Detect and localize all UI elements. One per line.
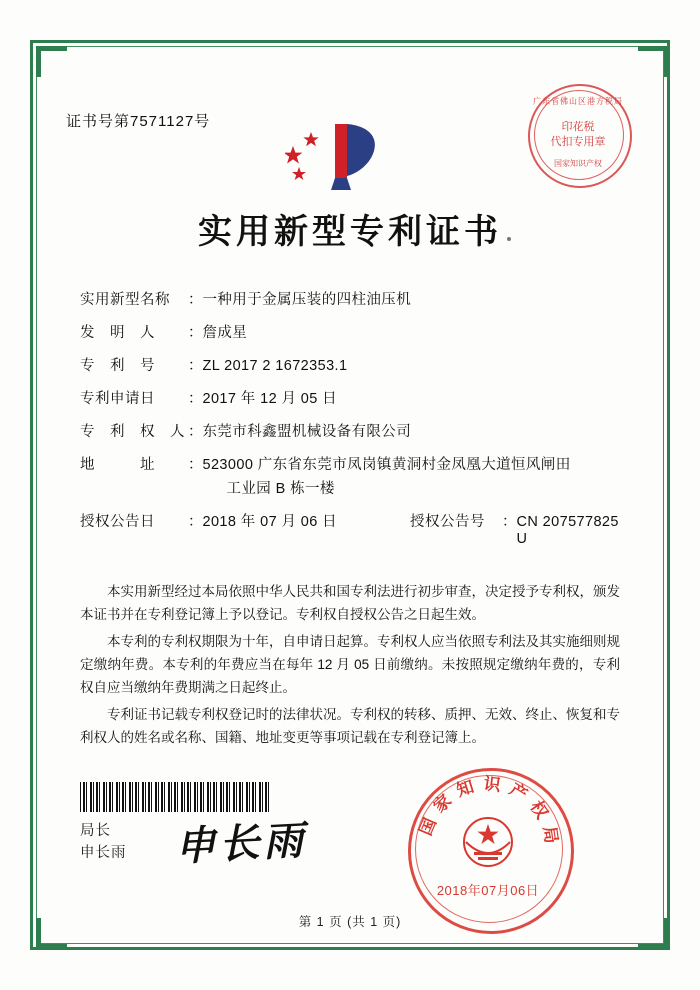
field-row-invention-name: [80, 292, 625, 309]
barcode: [80, 782, 270, 812]
field-label: 发 明 人: [80, 325, 155, 341]
field-row-grant: [80, 514, 625, 548]
field-row-patentee: [80, 424, 625, 441]
field-label: 实用新型名称: [80, 292, 170, 308]
national-emblem-icon: [456, 812, 520, 878]
field-colon: ：: [188, 358, 203, 374]
page-title: 实用新型专利证书: [198, 214, 502, 251]
field-value-inventor: 詹成星: [202, 325, 248, 341]
field-row-inventor: [80, 325, 625, 342]
address-line-1: 523000 广东省东莞市凤岗镇黄洞村金凤凰大道恒风闸田: [202, 457, 571, 473]
office-label: 局长: [80, 823, 111, 839]
field-label-address: 地 址: [80, 457, 155, 473]
handwritten-signature: 申长雨: [174, 817, 309, 870]
field-label: 专 利 权 人: [80, 424, 185, 440]
field-value-application-date: 2017 年 12 月 05 日: [202, 391, 338, 407]
grant-number-group: [410, 514, 625, 548]
address-line-2: 工业园 B 栋一楼: [226, 481, 335, 497]
field-label: 专 利 号: [80, 358, 155, 374]
field-colon: ：: [188, 457, 203, 473]
seal-mid-text: 印花税 代扣专用章: [550, 121, 606, 148]
legal-paragraph-2: 本专利的专利权期限为十年，自申请日起算。专利权人应当依照专利法及其实施细则规定缴纳年费。本专利的年费应当在每年 12 月 05 日前缴纳。未按照规定缴纳年费的，专利权自应当缴纳年费期满之日起终止。: [80, 634, 620, 695]
fields-block: [80, 292, 625, 564]
certificate-number: 证书号第7571127号: [66, 113, 211, 130]
field-value-grant-number: CN 207577825 U: [516, 514, 619, 547]
field-row-application-date: [80, 391, 625, 408]
field-value-patent-number: ZL 2017 2 1672353.1: [202, 358, 348, 374]
signature-block: [80, 820, 127, 864]
seal-bottom-text: 国家知识产权: [554, 159, 602, 168]
grant-date-group: [80, 514, 410, 548]
page-footer: 第 1 页 (共 1 页): [298, 915, 402, 929]
field-row-patent-number: [80, 358, 625, 375]
patent-logo-icon: [285, 118, 395, 198]
field-colon: ：: [188, 391, 203, 407]
corner-ornament-top-right: [638, 46, 669, 77]
legal-paragraph-3: 专利证书记载专利权登记时的法律状况。专利权的转移、质押、无效、终止、恢复和专利权人的姓名或名称、国籍、地址变更等事项记载在专利登记簿上。: [80, 707, 620, 745]
field-colon: ：: [188, 514, 203, 530]
field-value-patentee: 东莞市科鑫盟机械设备有限公司: [202, 424, 412, 440]
field-label-grant-number: 授权公告号: [410, 514, 485, 530]
director-name: 申长雨: [80, 845, 127, 861]
seal-arc-text: 广东省佛山区港方税局: [533, 96, 623, 107]
official-seal: [408, 768, 568, 928]
corner-ornament-top-left: [36, 46, 67, 77]
legal-paragraph-1: 本实用新型经过本局依照中华人民共和国专利法进行初步审查，决定授予专利权，颁发本证书并在专利登记簿上予以登记。专利权自授权公告之日起生效。: [80, 584, 620, 622]
field-colon: ：: [188, 325, 203, 341]
field-label: 专利申请日: [80, 391, 155, 407]
field-colon: ：: [188, 292, 203, 308]
tax-stamp-seal: [528, 84, 628, 184]
legal-text-block: [80, 580, 620, 753]
field-label-grant-date: 授权公告日: [80, 514, 155, 530]
field-row-address: [80, 457, 625, 498]
field-colon: ：: [502, 514, 517, 530]
field-value-grant-date: 2018 年 07 月 06 日: [202, 514, 338, 530]
svg-text:国家知识产权局: 国家知识产权局: [415, 774, 563, 853]
title-decoration-dot: [507, 237, 511, 241]
field-colon: ：: [188, 424, 203, 440]
field-value-invention-name: 一种用于金属压装的四柱油压机: [202, 292, 412, 308]
seal-date: 2018年07月06日: [436, 883, 540, 898]
field-value-address: [203, 457, 626, 498]
